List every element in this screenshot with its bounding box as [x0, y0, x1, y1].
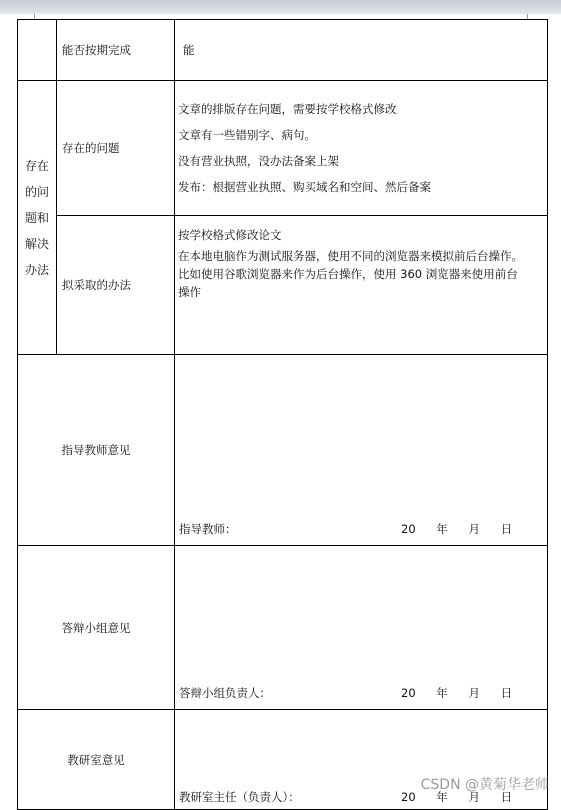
completion-value: 能 [175, 20, 548, 81]
problem-item: 文章的排版存在问题，需要按学校格式修改 [178, 102, 397, 116]
csdn-watermark: CSDN @黄菊华老师 [420, 777, 549, 793]
advisor-opinion-row [18, 355, 548, 546]
existing-problems-row [18, 81, 548, 216]
category-line: 办法 [24, 262, 49, 277]
defense-signer-label: 答辩小组负责人： [179, 686, 271, 700]
advisor-signer-label: 指导教师： [179, 522, 237, 536]
measures-label: 拟采取的办法 [57, 216, 175, 355]
problem-item: 发布：根据营业执照、购买域名和空间、然后备案 [178, 180, 431, 194]
defense-opinion-label: 答辩小组意见 [18, 546, 175, 710]
existing-problems-label: 存在的问题 [57, 81, 175, 216]
existing-problems-content [175, 81, 548, 216]
advisor-signature-line [179, 521, 547, 537]
measures-row [18, 216, 548, 355]
measure-line: 按学校格式修改论文 [178, 228, 282, 242]
office-opinion-label: 教研室意见 [18, 710, 175, 810]
office-opinion-row [18, 710, 548, 810]
defense-date [401, 685, 512, 701]
advisor-opinion-cell [175, 355, 548, 546]
advisor-date [401, 521, 512, 537]
measure-line: 操作 [178, 285, 201, 299]
completion-label: 能否按期完成 [57, 20, 175, 81]
category-line: 的问 [24, 184, 49, 199]
category-line: 存在 [24, 158, 49, 173]
defense-opinion-cell [175, 546, 548, 710]
date-month-char: 月 [468, 522, 480, 536]
measure-line: 在本地电脑作为测试服务器，使用不同的浏览器来模拟前后台操作。 [178, 249, 523, 263]
office-signer-label: 教研室主任（负责人）： [179, 790, 300, 804]
document-page [0, 14, 561, 803]
category-line: 题和 [24, 210, 49, 225]
date-year-char: 年 [436, 790, 448, 804]
category-line: 解决 [24, 236, 49, 251]
problem-item: 没有营业执照，没办法备案上架 [178, 154, 339, 168]
date-day-char: 日 [500, 686, 513, 700]
date-day-char: 日 [500, 522, 513, 536]
defense-opinion-row [18, 546, 548, 710]
date-month-char: 月 [468, 686, 480, 700]
office-opinion-cell [175, 710, 548, 810]
date-year-char: 年 [436, 686, 448, 700]
measure-line: 比如使用谷歌浏览器来作为后台操作，使用 360 浏览器来使用前台 [178, 267, 518, 281]
date-day-char: 日 [500, 790, 513, 804]
date-year-char: 年 [436, 522, 448, 536]
completion-row [18, 20, 548, 81]
window-top-strip [0, 0, 561, 15]
date-year-prefix: 20 [401, 790, 416, 804]
problems-category-cell [18, 81, 57, 355]
advisor-opinion-label: 指导教师意见 [18, 355, 175, 546]
defense-signature-line [179, 685, 547, 701]
review-form-table [17, 19, 548, 810]
problem-item: 文章有一些错别字、病句。 [178, 128, 316, 142]
measures-content [175, 216, 548, 355]
date-month-char: 月 [468, 790, 480, 804]
date-year-prefix: 20 [401, 686, 416, 700]
date-year-prefix: 20 [401, 522, 416, 536]
completion-blank-cell [18, 20, 57, 81]
